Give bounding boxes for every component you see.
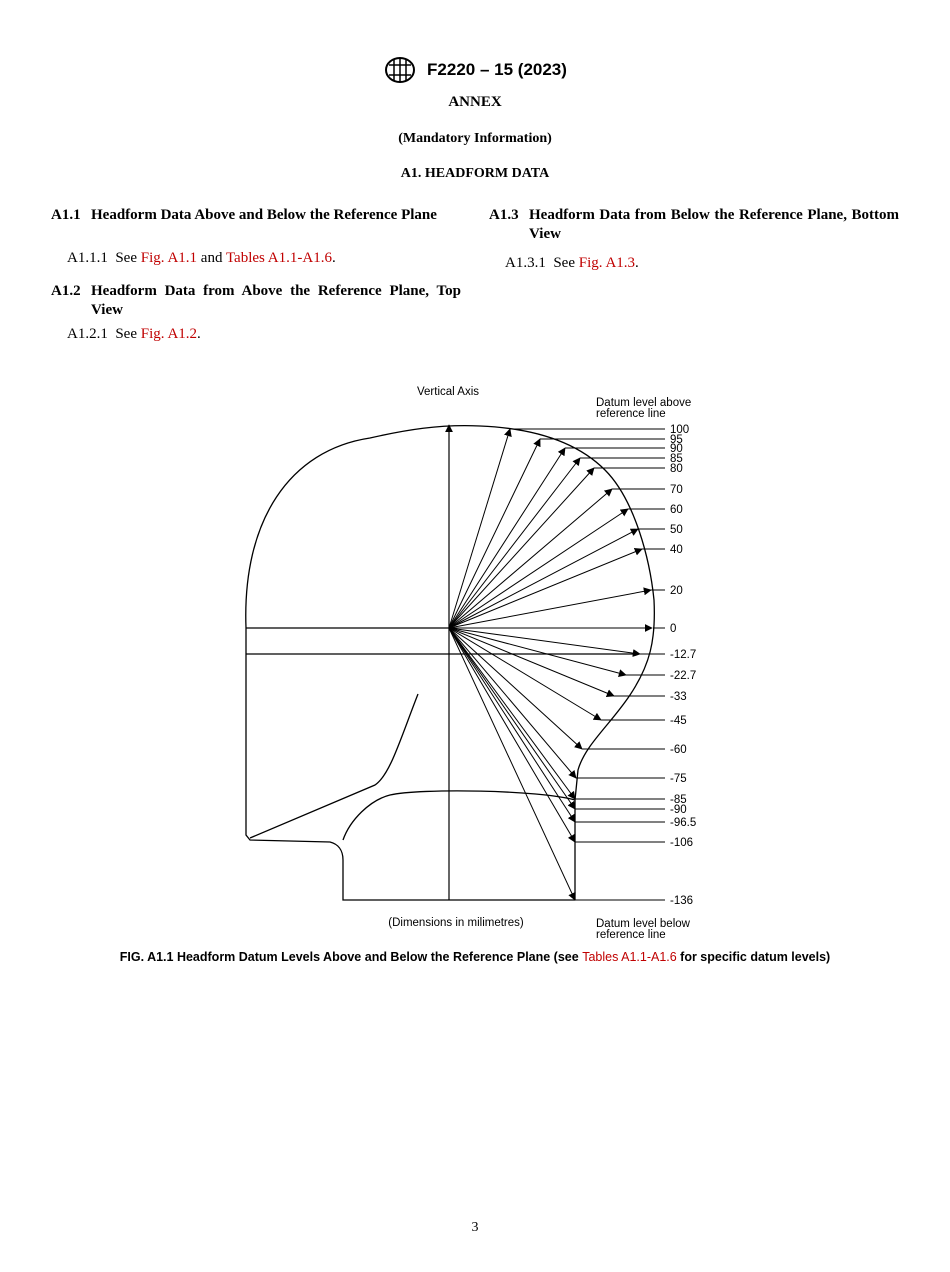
datum-arrow — [449, 458, 580, 628]
vertical-axis-label: Vertical Axis — [417, 386, 479, 398]
datum-label: -85 — [670, 794, 687, 806]
page-number: 3 — [471, 1220, 479, 1235]
section-title: A1. HEADFORM DATA — [400, 166, 550, 181]
datum-label: 0 — [670, 623, 677, 635]
face-outline — [246, 628, 575, 900]
annex-title: ANNEX — [448, 94, 502, 110]
datum-label: 70 — [670, 484, 683, 496]
section-a1-2-1-paragraph: A1.2.1 See Fig. A1.2. — [67, 326, 201, 342]
figure-caption: FIG. A1.1 Headform Datum Levels Above and Below the Reference Plane (see Tables A1.1-A1.6 for specific datum levels) — [119, 950, 831, 964]
datum-label: 90 — [670, 443, 683, 455]
datum-label: -96.5 — [670, 817, 697, 829]
datum-label: -136 — [670, 895, 694, 907]
datum-label: 20 — [670, 585, 683, 597]
datum-arrow — [449, 529, 638, 628]
datum-arrow — [449, 628, 640, 654]
fig-a1-3-link[interactable]: Fig. A1.3 — [578, 255, 636, 271]
below-label-line2: reference line — [596, 929, 666, 941]
dimensions-note: (Dimensions in milimetres) — [388, 917, 524, 929]
datum-label: -75 — [670, 773, 687, 785]
datum-arrow — [449, 429, 510, 628]
section-a1-2-heading: A1.2 Headform Data from Above the Reference Plane, Top View — [51, 283, 461, 318]
datum-label: -33 — [670, 691, 687, 703]
datum-arrow — [449, 489, 612, 628]
datum-label: -90 — [670, 804, 687, 816]
datum-label: -106 — [670, 837, 694, 849]
chin-curve — [343, 791, 575, 840]
datum-arrow — [449, 590, 651, 628]
datum-label: -60 — [670, 744, 687, 756]
section-a1-3-1-paragraph: A1.3.1 See Fig. A1.3. — [505, 255, 639, 271]
datum-arrow — [449, 549, 642, 628]
datum-arrow — [449, 509, 628, 628]
jaw-line — [250, 694, 418, 838]
section-a1-1-1-paragraph: A1.1.1 See Fig. A1.1 and Tables A1.1-A1.6. — [67, 250, 336, 266]
tables-a1-1-a1-6-link[interactable]: Tables A1.1-A1.6 — [225, 250, 332, 266]
section-a1-3-heading: A1.3 Headform Data from Below the Reference Plane, Bottom View — [489, 207, 899, 242]
headform-outline — [246, 426, 655, 900]
datum-label: 50 — [670, 524, 683, 536]
datum-arrow — [449, 439, 540, 628]
datum-label: -12.7 — [670, 649, 697, 661]
datum-label: 100 — [670, 424, 690, 436]
datum-arrow — [449, 468, 594, 628]
datum-label: 80 — [670, 463, 683, 475]
fig-a1-2-link[interactable]: Fig. A1.2 — [140, 326, 198, 342]
datum-label: 60 — [670, 504, 683, 516]
datum-arrow — [449, 628, 575, 809]
above-label-line2: reference line — [596, 408, 666, 420]
datum-arrow — [449, 628, 575, 900]
datum-arrows — [449, 429, 652, 900]
below-label-line1: Datum level below — [596, 918, 690, 930]
caption-tables-link[interactable]: Tables A1.1-A1.6 — [582, 950, 677, 964]
datum-label: 40 — [670, 544, 683, 556]
datum-arrow — [449, 628, 576, 778]
section-a1-1-heading: A1.1 Headform Data Above and Below the Reference Plane — [51, 207, 437, 223]
datum-arrow — [449, 628, 575, 842]
datum-label: -22.7 — [670, 670, 697, 682]
datum-label: 85 — [670, 453, 683, 465]
datum-label: -45 — [670, 715, 687, 727]
annex-subtitle: (Mandatory Information) — [398, 131, 552, 146]
above-label-line1: Datum level above — [596, 397, 692, 409]
document-designation: F2220 – 15 (2023) — [427, 60, 567, 79]
datum-label: 95 — [670, 434, 683, 446]
datum-arrow — [449, 628, 601, 720]
datum-arrow — [449, 448, 565, 628]
fig-a1-1-link[interactable]: Fig. A1.1 — [140, 250, 198, 266]
